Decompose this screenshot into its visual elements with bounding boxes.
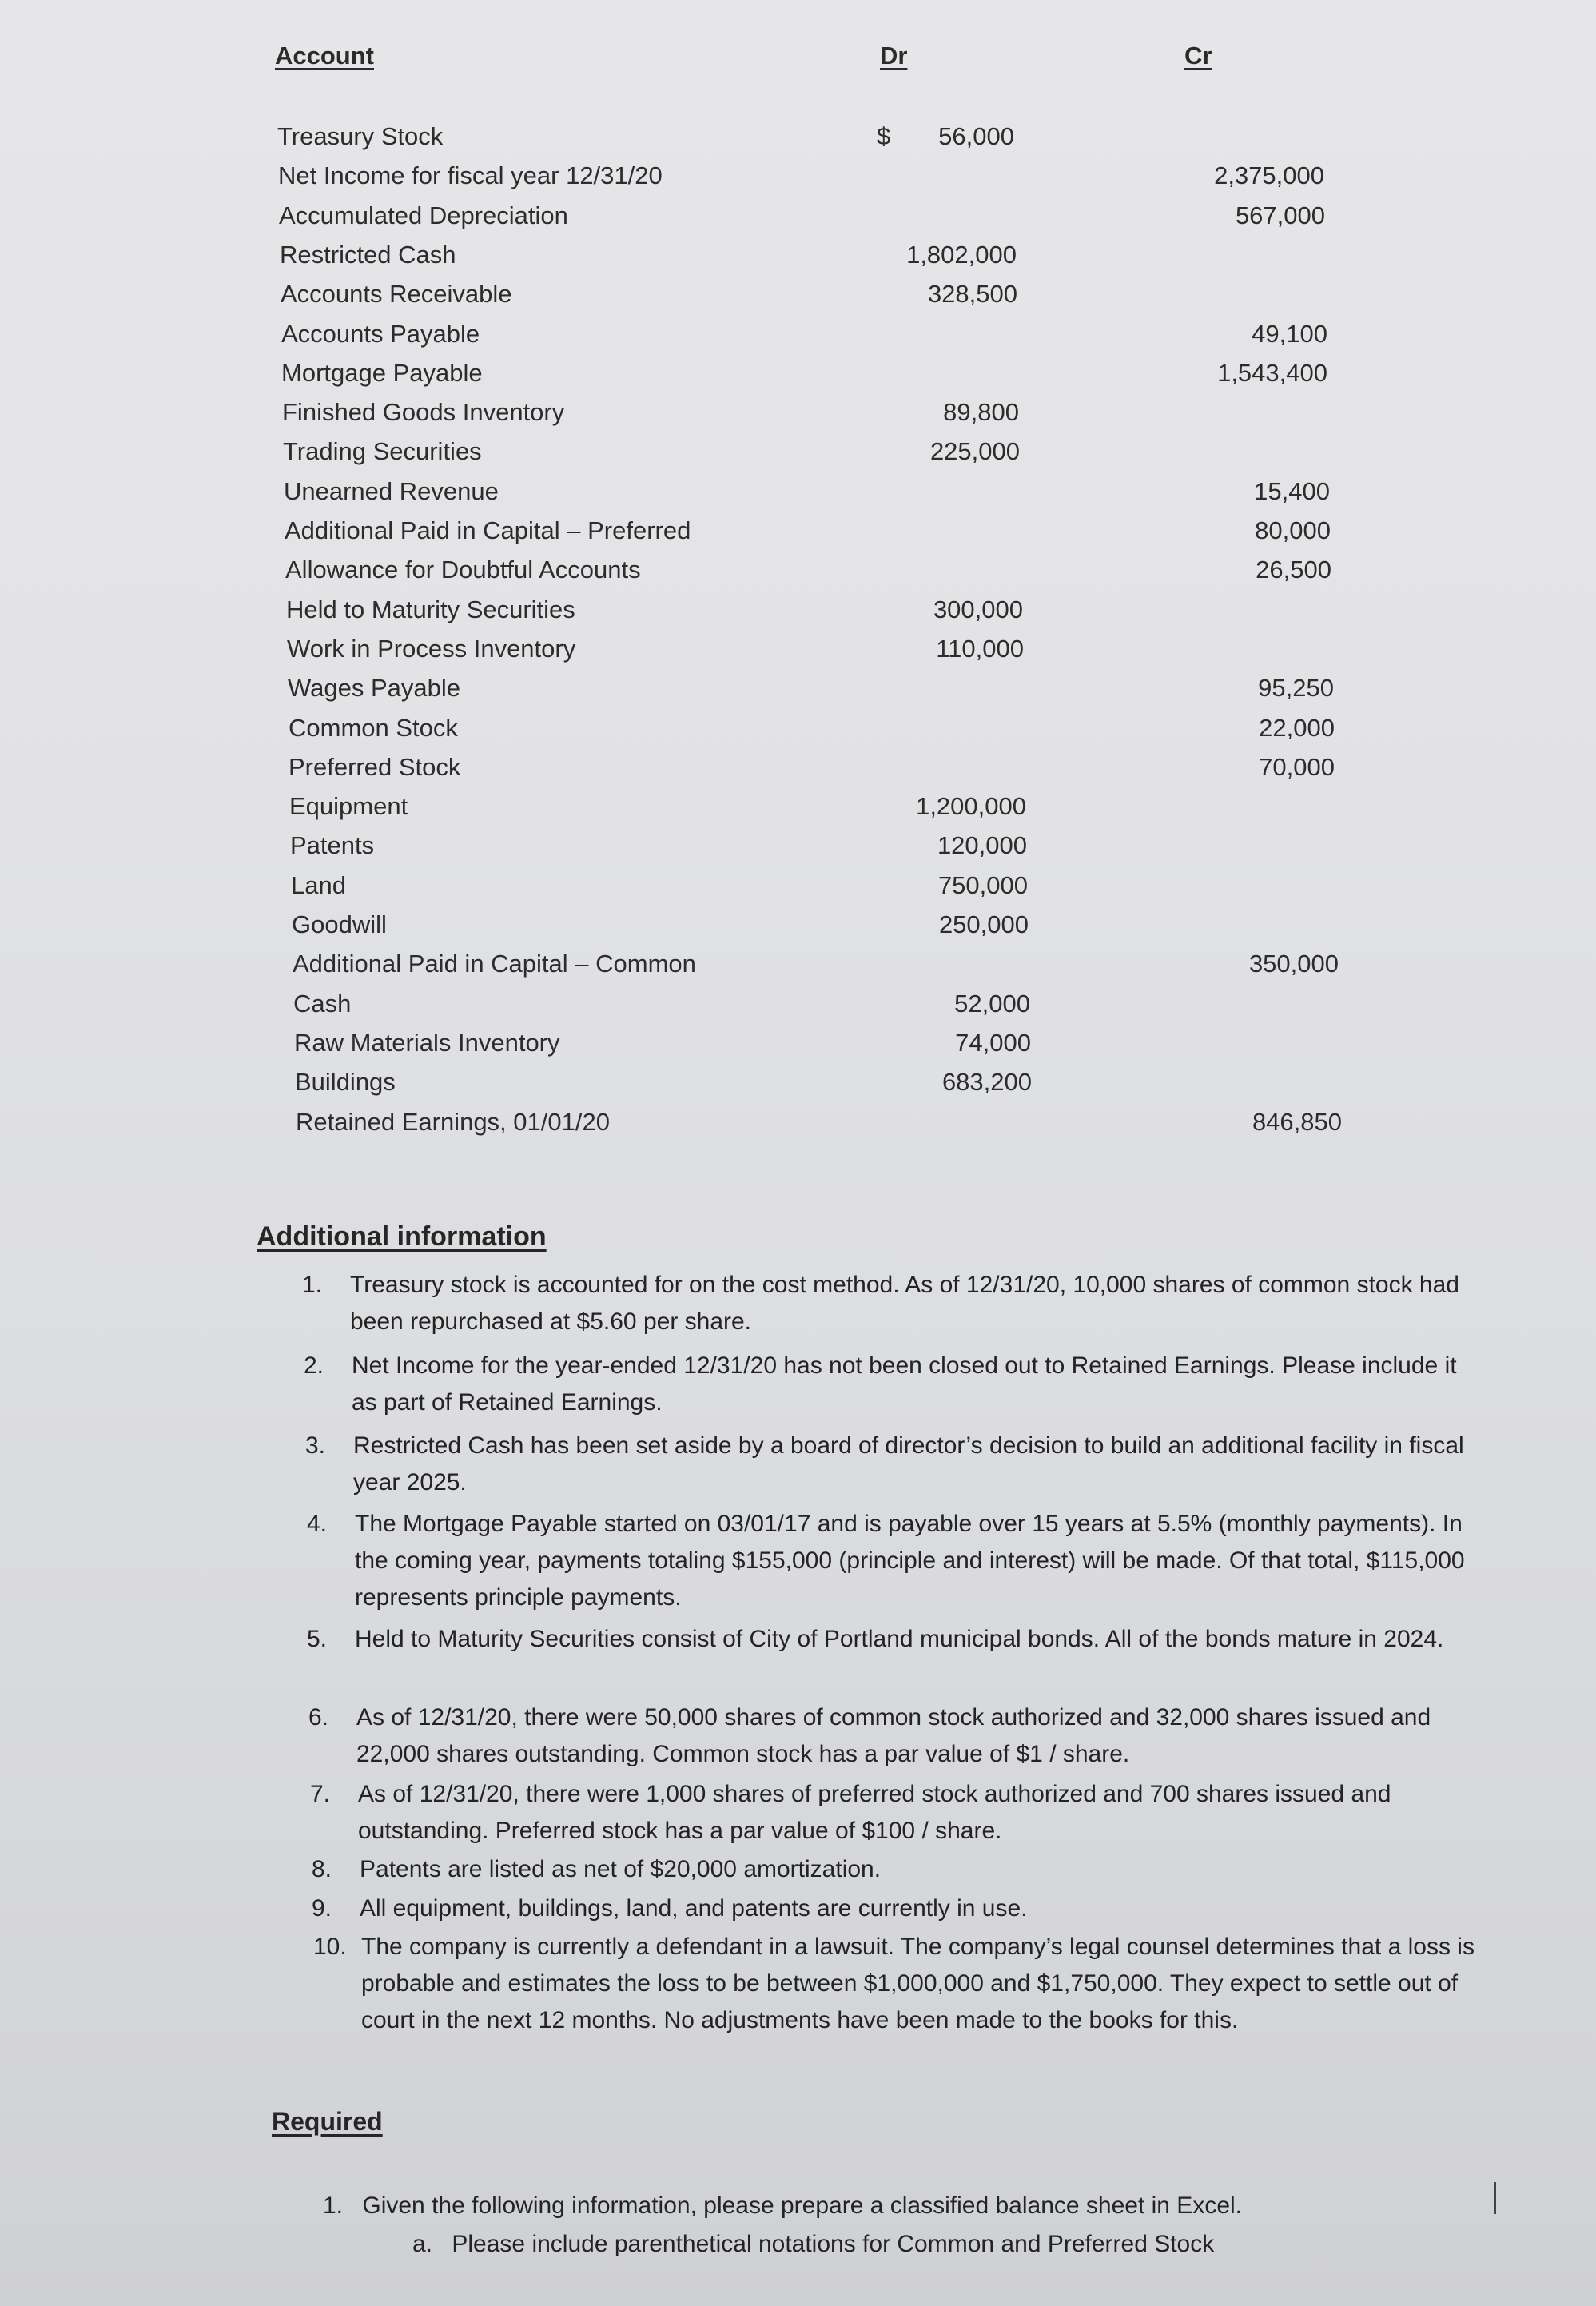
debit-amount: 1,802,000 [906, 241, 1017, 269]
account-row [0, 320, 1596, 359]
note-item [308, 1699, 1475, 1773]
account-row [0, 990, 1596, 1029]
account-name: Restricted Cash [280, 241, 456, 269]
debit-column-header: Dr [880, 42, 908, 70]
note-number: 6. [308, 1704, 329, 1730]
debit-amount: 56,000 [938, 122, 1014, 150]
account-row [0, 635, 1596, 674]
note-text: As of 12/31/20, there were 1,000 shares of preferred stock authorized and 700 shares issued and outstanding. Preferred stock has a par value of $100 / share. [358, 1781, 1391, 1844]
credit-amount: 846,850 [1252, 1108, 1342, 1136]
credit-amount: 80,000 [1255, 516, 1331, 544]
debit-amount: 120,000 [937, 831, 1027, 859]
account-name: Trading Securities [283, 437, 482, 465]
account-row [0, 201, 1596, 241]
account-row [0, 122, 1596, 161]
note-item [302, 1267, 1469, 1340]
account-name: Unearned Revenue [284, 477, 499, 505]
note-number: 4. [307, 1511, 328, 1537]
account-row [0, 398, 1596, 437]
required-item-text: Please include parenthetical notations for Common and Preferred Stock [452, 2231, 1215, 2257]
account-name: Net Income for fiscal year 12/31/20 [278, 161, 663, 189]
account-row [0, 792, 1596, 831]
account-row [0, 950, 1596, 989]
dollar-sign: $ [877, 122, 891, 150]
account-name: Additional Paid in Capital – Common [293, 950, 696, 978]
account-row [0, 437, 1596, 476]
account-row [0, 674, 1596, 713]
note-number: 7. [310, 1781, 331, 1807]
note-item [305, 1428, 1472, 1501]
note-item [312, 1851, 1479, 1888]
account-row [0, 161, 1596, 201]
note-text: The company is currently a defendant in a lawsuit. The company’s legal counsel determines that a loss is probable and estimates the loss to be between $1,000,000 and $1,750,000. They expect to settle out of court in the next 12 months. No adjustments have been made to the books for this. [361, 1934, 1475, 2033]
debit-amount: 225,000 [929, 437, 1020, 465]
account-name: Work in Process Inventory [287, 635, 576, 663]
note-text: Patents are listed as net of $20,000 amortization. [360, 1856, 882, 1882]
account-name: Wages Payable [288, 674, 460, 702]
credit-amount: 95,250 [1258, 674, 1334, 702]
note-text: Net Income for the year-ended 12/31/20 has not been closed out to Retained Earnings. Please include it as part of Retained Earnings. [352, 1352, 1457, 1416]
account-name: Finished Goods Inventory [282, 398, 565, 426]
note-text: Treasury stock is accounted for on the cost method. As of 12/31/20, 10,000 shares of common stock had been repurchased at $5.60 per share. [350, 1272, 1459, 1335]
required-item [323, 2192, 1242, 2220]
required-item-text: Given the following information, please prepare a classified balance sheet in Excel. [362, 2192, 1242, 2219]
account-name: Treasury Stock [277, 122, 444, 150]
account-row [0, 595, 1596, 635]
note-number: 8. [312, 1856, 332, 1882]
account-row [0, 556, 1596, 595]
account-row [0, 241, 1596, 280]
note-item [312, 1890, 1479, 1927]
credit-amount: 49,100 [1252, 320, 1327, 348]
text-cursor [1494, 2182, 1496, 2214]
note-text: All equipment, buildings, land, and patents are currently in use. [360, 1895, 1028, 1922]
note-number: 2. [304, 1352, 324, 1379]
credit-amount: 70,000 [1259, 753, 1335, 781]
account-row [0, 871, 1596, 910]
account-name: Equipment [289, 792, 408, 820]
account-row [0, 1068, 1596, 1107]
account-name: Common Stock [289, 714, 458, 742]
account-name: Raw Materials Inventory [294, 1029, 560, 1057]
debit-amount: 52,000 [954, 990, 1030, 1018]
account-name: Retained Earnings, 01/01/20 [296, 1108, 610, 1136]
account-row [0, 831, 1596, 870]
account-name: Goodwill [292, 910, 387, 938]
additional-information-title: Additional information [257, 1221, 547, 1252]
credit-column-header: Cr [1184, 42, 1212, 70]
debit-amount: 110,000 [936, 635, 1024, 663]
debit-amount: 89,800 [943, 398, 1019, 426]
credit-amount: 350,000 [1248, 950, 1339, 978]
debit-amount: 750,000 [937, 871, 1028, 899]
note-number: 3. [305, 1432, 326, 1459]
account-row [0, 1029, 1596, 1068]
debit-amount: 1,200,000 [916, 792, 1026, 820]
account-name: Allowance for Doubtful Accounts [285, 556, 641, 583]
note-number: 9. [312, 1895, 332, 1922]
account-name: Mortgage Payable [281, 359, 483, 387]
debit-amount: 683,200 [941, 1068, 1032, 1096]
account-name: Patents [290, 831, 375, 859]
account-row [0, 910, 1596, 950]
account-name: Preferred Stock [289, 753, 461, 781]
account-name: Land [291, 871, 346, 899]
account-name: Accumulated Depreciation [279, 201, 568, 229]
credit-amount: 26,500 [1256, 556, 1331, 583]
debit-amount: 328,500 [927, 280, 1017, 308]
account-name: Buildings [295, 1068, 396, 1096]
credit-amount: 22,000 [1259, 714, 1335, 742]
note-text: Restricted Cash has been set aside by a board of director’s decision to build an additional facility in fiscal year 2025. [353, 1432, 1464, 1496]
account-row [0, 359, 1596, 398]
credit-amount: 567,000 [1235, 201, 1325, 229]
credit-amount: 2,375,000 [1214, 161, 1324, 189]
account-row [0, 516, 1596, 556]
debit-amount: 300,000 [933, 595, 1023, 623]
account-name: Held to Maturity Securities [286, 595, 575, 623]
note-item [310, 1776, 1477, 1850]
credit-amount: 15,400 [1254, 477, 1330, 505]
account-name: Accounts Payable [281, 320, 480, 348]
required-title: Required [272, 2107, 383, 2136]
account-row [0, 477, 1596, 516]
debit-amount: 250,000 [938, 910, 1029, 938]
required-subitem [412, 2231, 1214, 2258]
note-text: As of 12/31/20, there were 50,000 shares of common stock authorized and 32,000 shares issued and 22,000 shares outstanding. Common stock has a par value of $1 / share. [356, 1704, 1431, 1767]
account-row [0, 280, 1596, 319]
debit-amount: 74,000 [955, 1029, 1031, 1057]
note-text: Held to Maturity Securities consist of City of Portland municipal bonds. All of the bonds mature in 2024. [355, 1626, 1444, 1652]
note-number: 10. [313, 1934, 347, 1960]
account-name: Additional Paid in Capital – Preferred [285, 516, 691, 544]
note-item [307, 1621, 1474, 1658]
account-row [0, 1108, 1596, 1147]
account-column-header: Account [275, 42, 374, 70]
credit-amount: 1,543,400 [1217, 359, 1327, 387]
note-text: The Mortgage Payable started on 03/01/17 and is payable over 15 years at 5.5% (monthly payments). In the coming year, payments totaling $155,000 (principle and interest) will be made. Of that total, $115,000 represents principle payments. [355, 1511, 1465, 1611]
note-number: 1. [302, 1272, 323, 1298]
account-row [0, 753, 1596, 792]
note-item [313, 1929, 1480, 2039]
note-item [304, 1348, 1471, 1421]
note-item [307, 1506, 1474, 1616]
required-item-number: 1. [323, 2192, 344, 2219]
account-name: Accounts Receivable [281, 280, 512, 308]
account-name: Cash [293, 990, 352, 1018]
note-number: 5. [307, 1626, 328, 1652]
required-item-number: a. [412, 2231, 433, 2257]
account-row [0, 714, 1596, 753]
